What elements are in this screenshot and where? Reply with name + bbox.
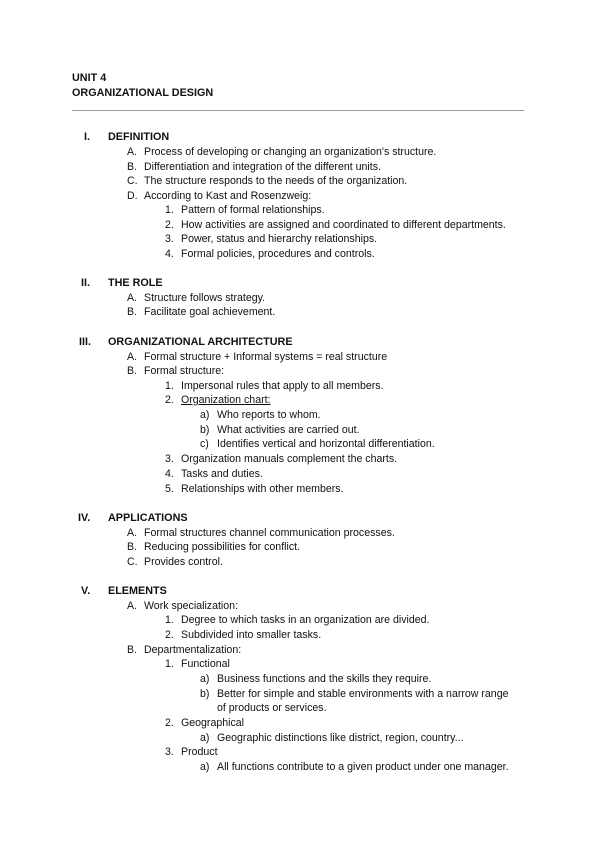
section-heading: ORGANIZATIONAL ARCHITECTURE <box>108 336 293 348</box>
list-marker: B. <box>127 644 138 656</box>
section-numeral: V. <box>81 585 91 597</box>
list-item: What activities are carried out. <box>217 424 360 436</box>
list-marker: 3. <box>165 746 174 758</box>
list-item: Business functions and the skills they require. <box>217 673 432 685</box>
list-item: Who reports to whom. <box>217 409 321 421</box>
list-item: How activities are assigned and coordinated to different departments. <box>181 219 506 231</box>
list-marker: 3. <box>165 453 174 465</box>
list-item: Geographic distinctions like district, region, country... <box>217 732 464 744</box>
list-marker: 1. <box>165 658 174 670</box>
list-marker: B. <box>127 541 138 553</box>
list-marker: 5. <box>165 483 174 495</box>
list-marker: A. <box>127 527 138 539</box>
list-marker: 2. <box>165 219 174 231</box>
section-numeral: IV. <box>78 512 91 524</box>
list-marker: 1. <box>165 380 174 392</box>
list-item: Formal structure: <box>144 365 225 377</box>
section-numeral: I. <box>84 131 90 143</box>
list-marker: a) <box>200 409 210 421</box>
list-item: Structure follows strategy. <box>144 292 266 304</box>
list-item-continuation: of products or services. <box>217 702 327 714</box>
list-marker: 2. <box>165 717 174 729</box>
section-heading: DEFINITION <box>108 131 170 143</box>
section-numeral: II. <box>81 277 90 289</box>
list-item: Geographical <box>181 717 245 729</box>
list-marker: a) <box>200 732 210 744</box>
list-marker: C. <box>127 175 138 187</box>
list-marker: A. <box>127 600 138 612</box>
section-heading: THE ROLE <box>108 277 163 289</box>
list-item: Formal structure + Informal systems = real structure <box>144 351 388 363</box>
list-marker: D. <box>127 190 138 202</box>
list-item: Tasks and duties. <box>181 468 263 480</box>
list-marker: A. <box>127 292 138 304</box>
section-numeral: III. <box>79 336 91 348</box>
list-marker: B. <box>127 161 138 173</box>
list-marker: C. <box>127 556 138 568</box>
list-marker: B. <box>127 365 138 377</box>
list-item: Formal policies, procedures and controls. <box>181 248 375 260</box>
list-item: Formal structures channel communication processes. <box>144 527 395 539</box>
unit-label: UNIT 4 <box>72 72 107 84</box>
list-marker: A. <box>127 146 138 158</box>
section-heading: APPLICATIONS <box>108 512 188 524</box>
list-item: Impersonal rules that apply to all members. <box>181 380 384 392</box>
list-item: Functional <box>181 658 230 670</box>
list-marker: 2. <box>165 394 174 406</box>
list-item-underlined: Organization chart: <box>181 394 271 406</box>
list-marker: 3. <box>165 233 174 245</box>
list-item: Degree to which tasks in an organization are divided. <box>181 614 430 626</box>
list-item: Better for simple and stable environments with a narrow range <box>217 688 509 700</box>
title-divider <box>72 110 524 111</box>
list-item: Provides control. <box>144 556 223 568</box>
list-item: Relationships with other members. <box>181 483 344 495</box>
list-marker: a) <box>200 673 210 685</box>
section-heading: ELEMENTS <box>108 585 167 597</box>
list-marker: 1. <box>165 614 174 626</box>
list-marker: b) <box>200 688 210 700</box>
page-title: ORGANIZATIONAL DESIGN <box>72 87 214 99</box>
list-item: Reducing possibilities for conflict. <box>144 541 301 553</box>
list-item: Facilitate goal achievement. <box>144 306 276 318</box>
list-item: Product <box>181 746 218 758</box>
list-marker: a) <box>200 761 210 773</box>
list-item: Process of developing or changing an organization's structure. <box>144 146 437 158</box>
list-item: Identifies vertical and horizontal differentiation. <box>217 438 435 450</box>
list-item: Organization manuals complement the charts. <box>181 453 398 465</box>
list-item: Power, status and hierarchy relationships. <box>181 233 378 245</box>
list-marker: 4. <box>165 248 174 260</box>
list-marker: 4. <box>165 468 174 480</box>
list-marker: c) <box>200 438 209 450</box>
list-marker: 2. <box>165 629 174 641</box>
list-marker: B. <box>127 306 138 318</box>
list-item: Work specialization: <box>144 600 239 612</box>
list-item: Departmentalization: <box>144 644 242 656</box>
list-item: Differentiation and integration of the different units. <box>144 161 381 173</box>
list-item: Pattern of formal relationships. <box>181 204 325 216</box>
list-item: Subdivided into smaller tasks. <box>181 629 322 641</box>
list-marker: b) <box>200 424 210 436</box>
list-item: All functions contribute to a given product under one manager. <box>217 761 509 773</box>
list-marker: 1. <box>165 204 174 216</box>
list-item: The structure responds to the needs of the organization. <box>144 175 408 187</box>
list-item: According to Kast and Rosenzweig: <box>144 190 312 202</box>
list-marker: A. <box>127 351 138 363</box>
